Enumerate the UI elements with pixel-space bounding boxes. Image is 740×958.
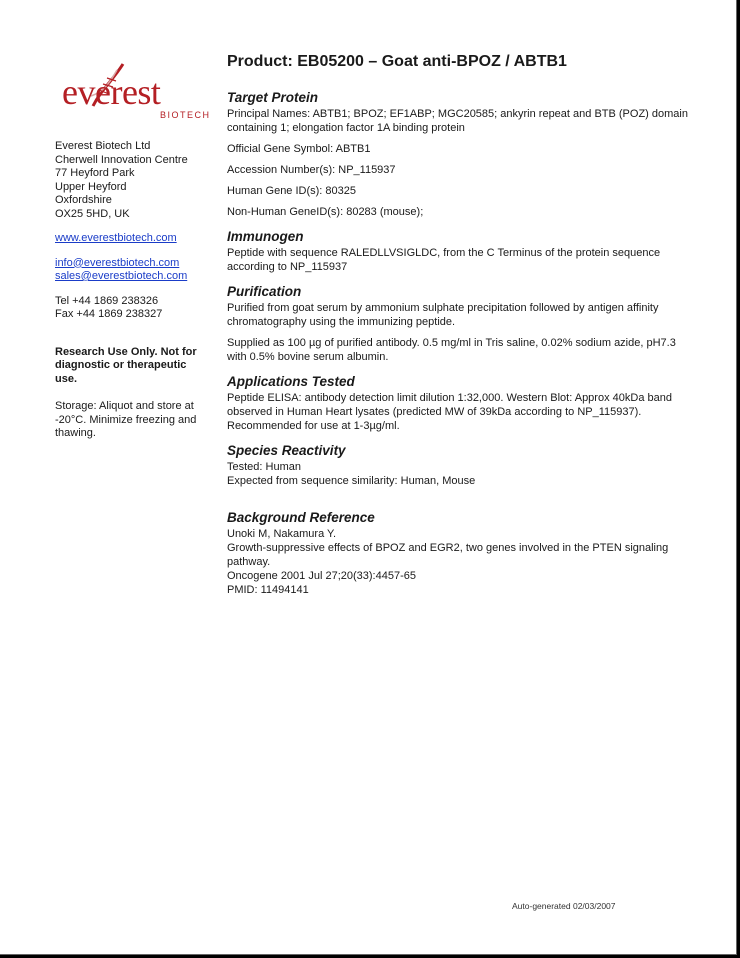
- address-line: Everest Biotech Ltd: [55, 140, 151, 152]
- supply-format: Supplied as 100 µg of purified antibody. 0.5 mg/ml in Tris saline, 0.02% sodium azide, pH7.3 with 0.5% bovine serum albumin.: [227, 337, 676, 363]
- phone-block: [55, 295, 220, 322]
- address-line: OX25 5HD, UK: [55, 207, 130, 220]
- principal-names: Principal Names: ABTB1; BPOZ; EF1ABP; MGC20585; ankyrin repeat and BTB (POZ) domain containing 1; elongation factor 1A binding protein: [227, 108, 688, 134]
- applications-text: Peptide ELISA: antibody detection limit dilution 1:32,000. Western Blot: Approx 40kDa band observed in Human Heart lysates (predicted MW of 39kDa according to NP_115937). Recommended for use at 1-3µg/ml.: [227, 392, 672, 432]
- logo-wordmark: everest: [62, 72, 161, 112]
- section-applications: [227, 373, 697, 433]
- address-line: Upper Heyford: [55, 180, 127, 193]
- species-tested: Tested: Human: [227, 461, 301, 473]
- section-immunogen: [227, 228, 697, 274]
- gene-symbol: Official Gene Symbol: ABTB1: [227, 143, 371, 155]
- product-title: Product: EB05200 – Goat anti-BPOZ / ABTB1: [227, 53, 567, 70]
- auto-generated-footer: Auto-generated 02/03/2007: [512, 901, 616, 911]
- section-heading: Applications Tested: [227, 374, 355, 389]
- sales-email-link[interactable]: sales@everestbiotech.com: [55, 270, 188, 282]
- section-heading: Species Reactivity: [227, 443, 346, 458]
- section-heading: Target Protein: [227, 90, 319, 105]
- sidebar: [55, 60, 220, 441]
- website-block: [55, 232, 220, 246]
- research-use-note: Research Use Only. Not for diagnostic or therapeutic use.: [55, 345, 197, 385]
- address-line: 77 Heyford Park: [55, 167, 135, 179]
- section-heading: Purification: [227, 284, 302, 299]
- storage-note: Storage: Aliquot and store at -20°C. Minimize freezing and thawing.: [55, 400, 197, 439]
- section-heading: Immunogen: [227, 229, 304, 244]
- section-species-reactivity: [227, 442, 697, 488]
- reference-title: Growth-suppressive effects of BPOZ and EGR2, two genes involved in the PTEN signaling pathway.: [227, 542, 669, 568]
- info-email-link[interactable]: info@everestbiotech.com: [55, 256, 180, 269]
- non-human-gene-id: Non-Human GeneID(s): 80283 (mouse);: [227, 206, 424, 218]
- section-target-protein: [227, 89, 697, 219]
- species-expected: Expected from sequence similarity: Human, Mouse: [227, 475, 476, 487]
- address-line: Cherwell Innovation Centre: [55, 153, 188, 166]
- logo-subtitle: BIOTECH: [160, 110, 211, 120]
- fax: Fax +44 1869 238327: [55, 308, 163, 320]
- immunogen-text: Peptide with sequence RALEDLLVSIGLDC, from the C Terminus of the protein sequence according to NP_115937: [227, 247, 661, 273]
- website-link[interactable]: www.everestbiotech.com: [55, 232, 177, 244]
- main-content: [227, 52, 697, 606]
- reference-pmid: PMID: 11494141: [227, 584, 309, 596]
- email-block: [55, 257, 220, 284]
- section-heading: Background Reference: [227, 510, 375, 525]
- telephone: Tel +44 1869 238326: [55, 294, 159, 307]
- address-line: Oxfordshire: [55, 194, 112, 206]
- section-background-reference: [227, 509, 697, 597]
- reference-authors: Unoki M, Nakamura Y.: [227, 528, 337, 540]
- section-purification: [227, 283, 697, 364]
- spacer: [227, 497, 697, 509]
- everest-biotech-logo: [62, 60, 212, 122]
- reference-journal: Oncogene 2001 Jul 27;20(33):4457-65: [227, 570, 416, 582]
- human-gene-id: Human Gene ID(s): 80325: [227, 185, 357, 197]
- accession-numbers: Accession Number(s): NP_115937: [227, 164, 396, 176]
- company-address: [55, 140, 220, 221]
- purification-method: Purified from goat serum by ammonium sulphate precipitation followed by antigen affinity chromatography using the immunizing peptide.: [227, 302, 659, 328]
